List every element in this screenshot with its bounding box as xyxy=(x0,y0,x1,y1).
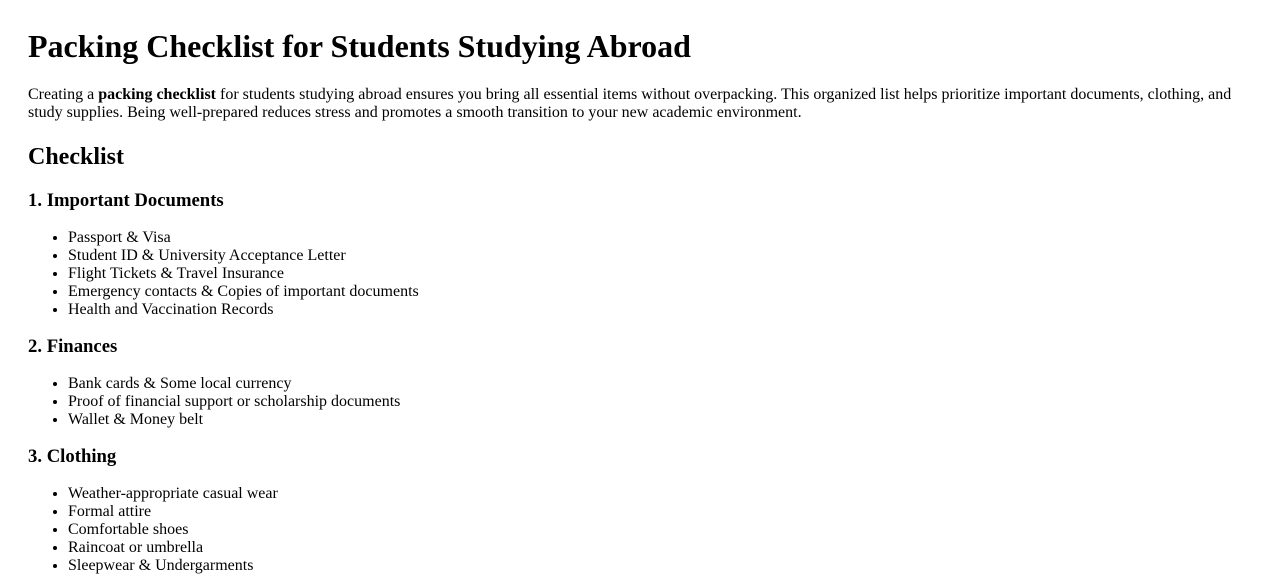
list-item: • Formal attire xyxy=(68,503,1235,521)
intro-paragraph xyxy=(28,86,1235,122)
list-item: • Comfortable shoes xyxy=(68,521,1235,539)
intro-bold-phrase: packing checklist xyxy=(98,86,216,103)
checklist-items xyxy=(28,375,1235,429)
list-item: • Emergency contacts & Copies of important documents xyxy=(68,283,1235,301)
section-important-documents xyxy=(28,190,1235,319)
intro-text-start: Creating a xyxy=(28,86,99,103)
list-item: • Wallet & Money belt xyxy=(68,411,1235,429)
section-finances xyxy=(28,336,1235,429)
list-item: • Sleepwear & Undergarments xyxy=(68,557,1235,575)
list-item: • Raincoat or umbrella xyxy=(68,539,1235,557)
checklist-items xyxy=(28,229,1235,319)
checklist-items xyxy=(28,485,1235,575)
list-item: • Passport & Visa xyxy=(68,229,1235,247)
checklist-heading: Checklist xyxy=(28,144,124,170)
section-clothing xyxy=(28,446,1235,575)
page-title: Packing Checklist for Students Studying Abroad xyxy=(28,28,691,64)
list-item: • Proof of financial support or scholarship documents xyxy=(68,393,1235,411)
list-item: • Weather-appropriate casual wear xyxy=(68,485,1235,503)
list-item: • Health and Vaccination Records xyxy=(68,301,1235,319)
list-item: • Flight Tickets & Travel Insurance xyxy=(68,265,1235,283)
list-item: • Bank cards & Some local currency xyxy=(68,375,1235,393)
list-item: • Student ID & University Acceptance Letter xyxy=(68,247,1235,265)
intro-text-rest: for students studying abroad ensures you bring all essential items without overpacking. This organized list helps prioritize important documents, clothing, and study supplies. Being well-prepared reduces stress and promotes a smooth transition to your new academic environment. xyxy=(28,86,1232,121)
section-heading: 3. Clothing xyxy=(28,446,117,467)
section-heading: 2. Finances xyxy=(28,336,118,357)
section-heading: 1. Important Documents xyxy=(28,190,224,211)
